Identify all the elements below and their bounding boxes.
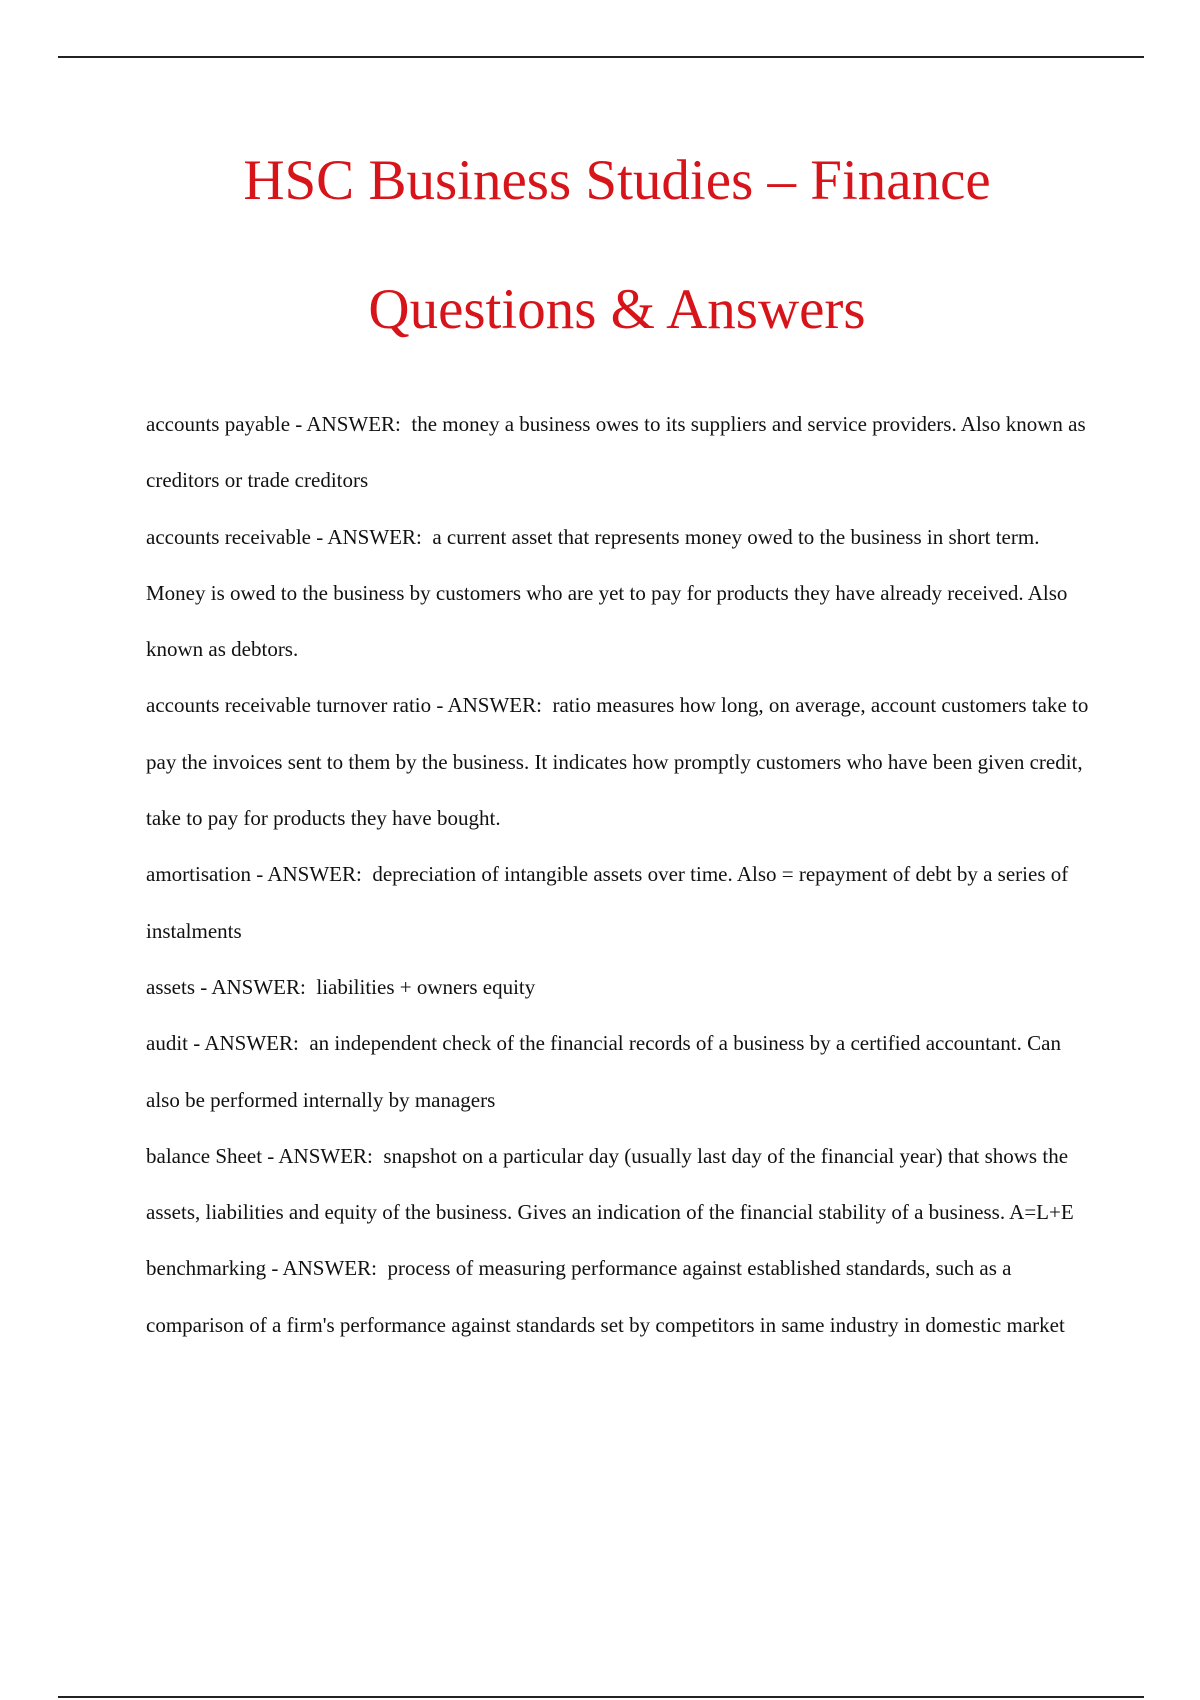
entry-term: audit - [146, 1031, 204, 1055]
entry-term: assets - [146, 975, 211, 999]
qa-entry [146, 677, 1091, 846]
answer-marker: ANSWER : [204, 1031, 309, 1055]
entry-term: balance Sheet - [146, 1144, 278, 1168]
entry-definition: an independent check of the financial records of a business by a certified accountant. Can also be performed internally by managers [146, 1031, 1061, 1112]
entry-term: accounts payable - [146, 412, 306, 436]
entry-definition: liabilities + owners equity [316, 974, 536, 999]
answer-marker: ANSWER : [282, 1256, 387, 1280]
answer-marker: ANSWER : [447, 693, 552, 717]
entry-term: benchmarking - [146, 1256, 282, 1280]
qa-entry [146, 509, 1091, 678]
bottom-divider [58, 1696, 1144, 1698]
answer-marker: ANSWER : [306, 412, 411, 436]
answer-marker: ANSWER : [211, 975, 316, 999]
qa-entry [146, 1015, 1091, 1128]
entry-term: amortisation - [146, 862, 267, 886]
qa-entry [146, 396, 1091, 509]
entry-definition: snapshot on a particular day (usually last day of the financial year) that shows the assets, liabilities and equity of the business. Gives an indication of the financial stability of a business. A=L+E [146, 1143, 1074, 1225]
document-subtitle: Questions & Answers [368, 278, 866, 341]
entry-definition: a current asset that represents money owed to the business in short term. Money is owed to the business by customers who are yet to pay for products they have already received. Also known as debtors. [146, 524, 1068, 662]
qa-entry [146, 959, 1091, 1015]
entry-definition: the money a business owes to its suppliers and service providers. Also known as creditors or trade creditors [146, 412, 1086, 493]
entry-term: accounts receivable - [146, 525, 327, 549]
qa-entry [146, 1240, 1091, 1353]
qa-entry [146, 846, 1091, 959]
qa-entry [146, 1128, 1091, 1241]
answer-marker: ANSWER : [278, 1144, 383, 1168]
entry-definition: process of measuring performance against established standards, such as a comparison of a firm's performance against standards set by competitors in same industry in domestic market [146, 1256, 1065, 1337]
answer-marker: ANSWER : [327, 525, 432, 549]
document-title: HSC Business Studies – Finance [243, 149, 991, 212]
entry-term: accounts receivable turnover ratio - [146, 693, 447, 717]
top-divider [58, 56, 1144, 58]
entry-definition: ratio measures how long, on average, account customers take to pay the invoices sent to them by the business. It indicates how promptly customers who have been given credit, take to pay for products they have bought. [146, 693, 1089, 831]
entry-definition: depreciation of intangible assets over time. Also = repayment of debt by a series of instalments [146, 862, 1069, 943]
qa-list [146, 396, 1091, 1353]
answer-marker: ANSWER : [267, 862, 372, 886]
